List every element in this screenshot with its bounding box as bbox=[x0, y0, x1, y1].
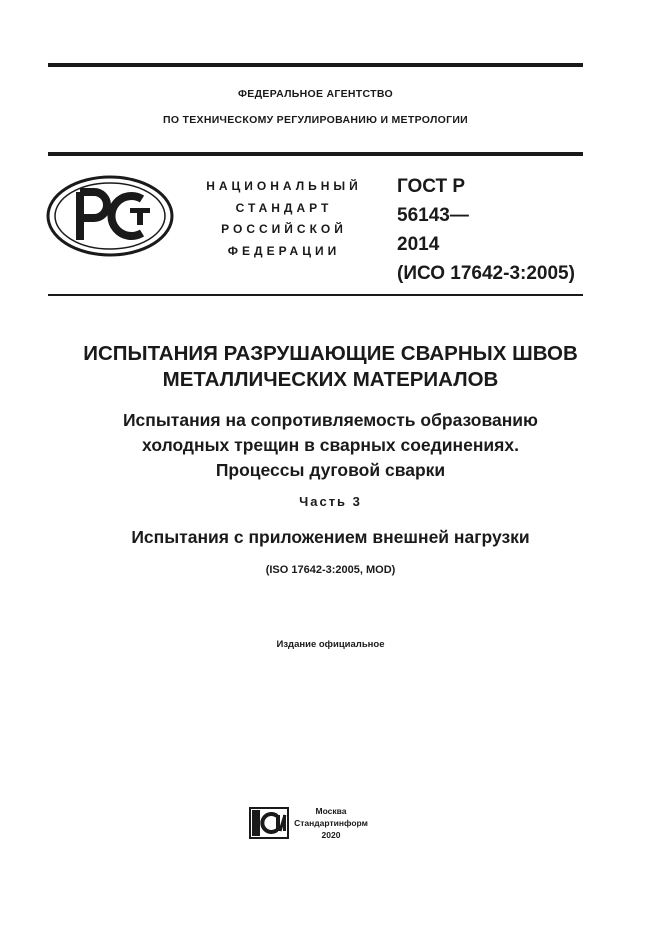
main-title-line-2: МЕТАЛЛИЧЕСКИХ МАТЕРИАЛОВ bbox=[162, 368, 499, 391]
rst-certification-mark-icon bbox=[46, 175, 174, 257]
iso-reference: (ISO 17642-3:2005, MOD) bbox=[265, 564, 396, 576]
publisher-city: Москва bbox=[315, 806, 347, 816]
header-divider bbox=[48, 152, 583, 156]
standard-designation bbox=[397, 172, 575, 288]
publisher-year: 2020 bbox=[321, 830, 341, 840]
part-number: Часть 3 bbox=[299, 494, 362, 509]
national-standard-line-3: РОССИЙСКОЙ bbox=[221, 222, 347, 236]
agency-line-2: ПО ТЕХНИЧЕСКОМУ РЕГУЛИРОВАНИЮ И МЕТРОЛОГИИ bbox=[162, 114, 469, 126]
national-standard-label bbox=[196, 176, 372, 262]
part-title: Испытания с приложением внешней нагрузки bbox=[131, 527, 530, 547]
subtitle-line-3: Процессы дуговой сварки bbox=[215, 460, 446, 480]
subtitle bbox=[20, 408, 641, 483]
subtitle-line-1: Испытания на сопротивляемость образованию bbox=[122, 410, 539, 430]
main-title-line-1: ИСПЫТАНИЯ РАЗРУШАЮЩИЕ СВАРНЫХ ШВОВ bbox=[83, 342, 578, 365]
publisher-block bbox=[292, 805, 370, 841]
standartinform-logo-icon bbox=[249, 807, 289, 839]
title-divider bbox=[48, 294, 583, 296]
subtitle-line-2: холодных трещин в сварных соединениях. bbox=[142, 435, 519, 455]
gost-line-1: ГОСТ Р bbox=[397, 176, 466, 197]
publisher-name: Стандартинформ bbox=[294, 818, 368, 828]
gost-line-2: 56143— bbox=[397, 205, 469, 226]
edition-label: Издание официальное bbox=[276, 639, 385, 650]
gost-line-3: 2014 bbox=[397, 234, 440, 255]
top-divider bbox=[48, 63, 583, 67]
national-standard-line-4: ФЕДЕРАЦИИ bbox=[227, 243, 341, 258]
main-title bbox=[20, 341, 641, 393]
national-standard-line-2: СТАНДАРТ bbox=[235, 200, 333, 215]
agency-line-1: ФЕДЕРАЛЬНОЕ АГЕНТСТВО bbox=[238, 88, 393, 100]
gost-line-4: (ИСО 17642-3:2005) bbox=[397, 263, 575, 284]
national-standard-line-1: НАЦИОНАЛЬНЫЙ bbox=[206, 179, 362, 193]
